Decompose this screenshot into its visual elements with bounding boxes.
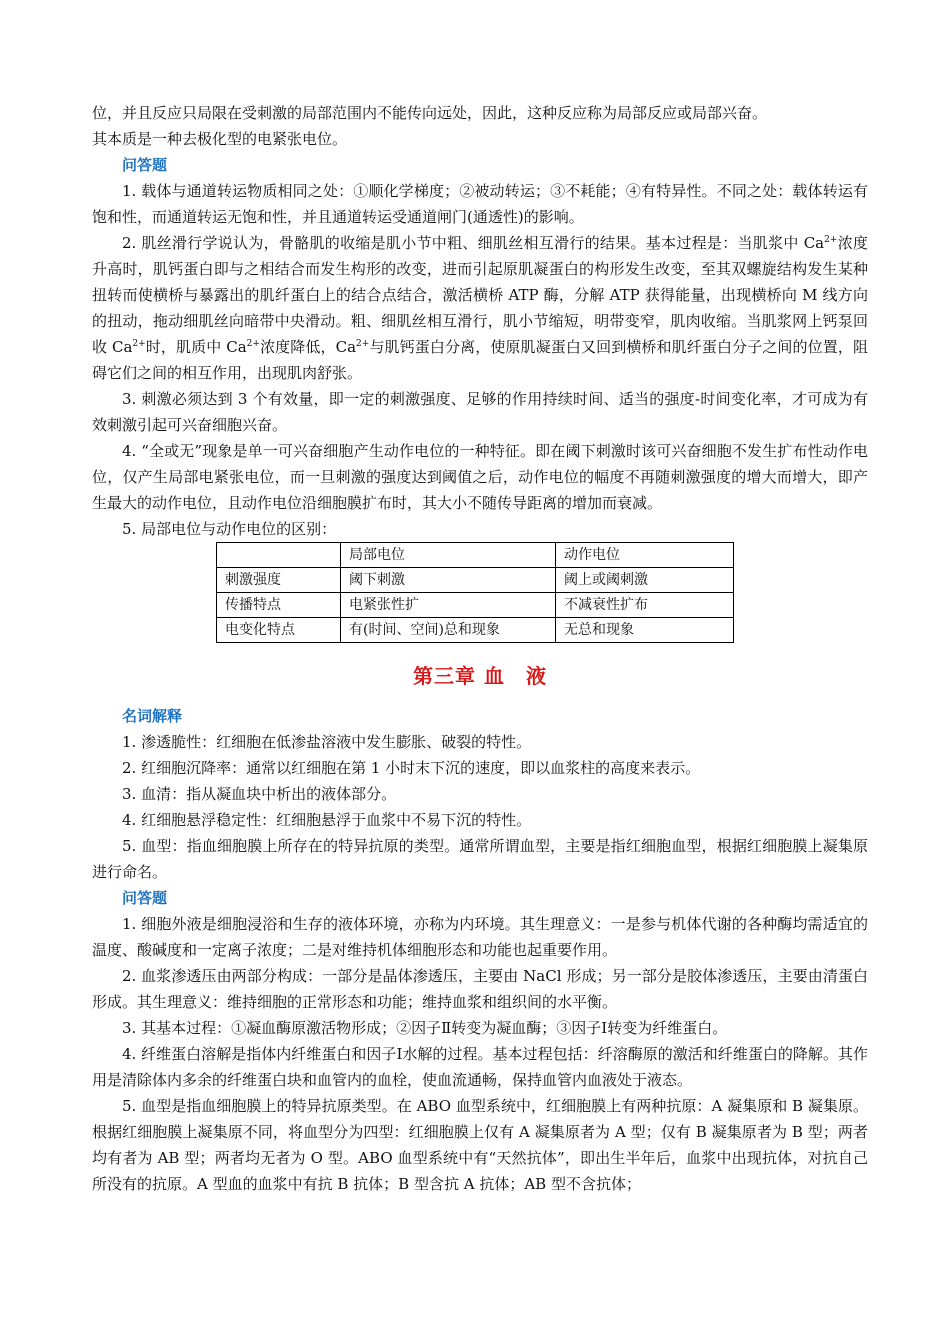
answer-item: 4. 纤维蛋白溶解是指体内纤维蛋白和因子Ⅰ水解的过程。基本过程包括：纤溶酶原的激活和纤维蛋白的降解。其作用是清除体内多余的纤维蛋白块和血管内的血栓，使血流通畅，保持血管内血液处于液态。 xyxy=(92,1045,868,1089)
term-item: 2. 红细胞沉降率：通常以红细胞在第 1 小时末下沉的速度，即以血浆柱的高度来表示。 xyxy=(122,759,701,777)
table-cell: 传播特点 xyxy=(217,593,341,618)
table-cell: 有(时间、空间)总和现象 xyxy=(341,618,556,643)
term-item: 3. 血清：指从凝血块中析出的液体部分。 xyxy=(122,785,397,803)
answer-item: 1. 细胞外液是细胞浸浴和生存的液体环境，亦称为内环境。其生理意义：一是参与机体代谢的各种酶均需适宜的温度、酸碱度和一定离子浓度；二是对维持机体细胞形态和功能也起重要作用。 xyxy=(92,915,868,959)
chapter-title: 第三章 血 液 xyxy=(413,664,547,688)
table-cell: 电变化特点 xyxy=(217,618,341,643)
answer-item: 5. 血型是指血细胞膜上的特异抗原类型。在 ABO 血型系统中，红细胞膜上有两种抗原：A 凝集原和 B 凝集原。根据红细胞膜上凝集原不同，将血型分为四型：红细胞膜上仅有 A 凝集原者为 A 型；仅有 B 凝集原者为 B 型；两者均有者为 AB 型；两者均无者为 O 型。ABO 血型系统中有“天然抗体”，即出生半年后，血浆中出现抗体，对抗自己所没有的抗原。A 型血的血浆中有抗 B 抗体；B 型含抗 A 抗体；AB 型不含抗体； xyxy=(92,1097,868,1193)
table-cell: 无总和现象 xyxy=(556,618,734,643)
superscript: 2+ xyxy=(246,339,260,349)
table-row xyxy=(217,568,734,593)
table-cell: 刺激强度 xyxy=(217,568,341,593)
table-cell: 阈下刺激 xyxy=(341,568,556,593)
term-item: 4. 红细胞悬浮稳定性：红细胞悬浮于血浆中不易下沉的特性。 xyxy=(122,811,532,829)
answer-3: 3. 刺激必须达到 3 个有效量，即一定的刺激强度、足够的作用持续时间、适当的强度-时间变化率，才可成为有效刺激引起可兴奋细胞兴奋。 xyxy=(92,390,868,434)
table-cell: 不减衰性扩布 xyxy=(556,593,734,618)
answer-2: 2. 肌丝滑行学说认为，骨骼肌的收缩是肌小节中粗、细肌丝相互滑行的结果。基本过程是：当肌浆中 $Ca^{2+}$浓度升高时，肌钙蛋白即与之相结合而发生构形的改变，进而引起原肌凝蛋白的构形发生改变，至其双螺旋结构发生某种扭转而使横桥与暴露出的肌纤蛋白上的结合点结合，激活横桥 ATP 酶，分解 ATP 获得能量，出现横桥向 M 线方向的扭动，拖动细肌丝向暗带中央滑动。粗、细肌丝相互滑行，肌小节缩短，明带变窄，肌肉收缩。当肌浆网上钙泵回收 $Ca^{2+}$时，肌质中 $Ca^{2+}$浓度降低，$Ca^{2+}$与肌钙蛋白分离，使原肌凝蛋白又回到横桥和肌纤蛋白分子之间的位置，阻碍它们之间的相互作用，出现肌肉舒张。 xyxy=(92,234,868,382)
term-item: 5. 血型：指血细胞膜上所存在的特异抗原的类型。通常所谓血型，主要是指红细胞血型，根据红细胞膜上凝集原进行命名。 xyxy=(92,837,868,881)
table-cell: 局部电位 xyxy=(341,543,556,568)
answer-5: 5. 局部电位与动作电位的区别： xyxy=(122,520,337,538)
term-item: 1. 渗透脆性：红细胞在低渗盐溶液中发生膨胀、破裂的特性。 xyxy=(122,733,532,751)
answer-1: 1. 载体与通道转运物质相同之处：①顺化学梯度；②被动转运；③不耗能；④有特异性。不同之处：载体转运有饱和性，而通道转运无饱和性，并且通道转运受通道闸门(通透性)的影响。 xyxy=(92,182,868,226)
comparison-table xyxy=(216,542,734,643)
table-row xyxy=(217,618,734,643)
table-cell xyxy=(217,543,341,568)
superscript: 2+ xyxy=(824,235,838,245)
section-heading-qa-2: 问答题 xyxy=(122,889,168,907)
table-row xyxy=(217,593,734,618)
section-heading-terms: 名词解释 xyxy=(122,707,183,725)
text-line: 其本质是一种去极化型的电紧张电位。 xyxy=(92,130,348,148)
answer-item: 2. 血浆渗透压由两部分构成：一部分是晶体渗透压，主要由 NaCl 形成；另一部分是胶体渗透压，主要由清蛋白形成。其生理意义：维持细胞的正常形态和功能；维持血浆和组织间的水平衡。 xyxy=(92,967,868,1011)
superscript: 2+ xyxy=(132,339,146,349)
table-cell: 阈上或阈刺激 xyxy=(556,568,734,593)
superscript: 2+ xyxy=(356,339,370,349)
table-header-row xyxy=(217,543,734,568)
table-cell: 动作电位 xyxy=(556,543,734,568)
answer-4: 4. “全或无”现象是单一可兴奋细胞产生动作电位的一种特征。即在阈下刺激时该可兴奋细胞不发生扩布性动作电位，仅产生局部电紧张电位，而一旦刺激的强度达到阈值之后，动作电位的幅度不再随刺激强度的增大而增大，即产生最大的动作电位，且动作电位沿细胞膜扩布时，其大小不随传导距离的增加而衰减。 xyxy=(92,442,868,512)
text-line: 位，并且反应只局限在受刺激的局部范围内不能传向远处，因此，这种反应称为局部反应或局部兴奋。 xyxy=(92,104,768,122)
document-page xyxy=(92,100,868,1197)
paragraph-continuation xyxy=(92,100,868,152)
table-cell: 电紧张性扩 xyxy=(341,593,556,618)
section-heading-qa: 问答题 xyxy=(122,156,168,174)
answer-item: 3. 其基本过程：①凝血酶原激活物形成；②因子Ⅱ转变为凝血酶；③因子Ⅰ转变为纤维蛋白。 xyxy=(122,1019,728,1037)
